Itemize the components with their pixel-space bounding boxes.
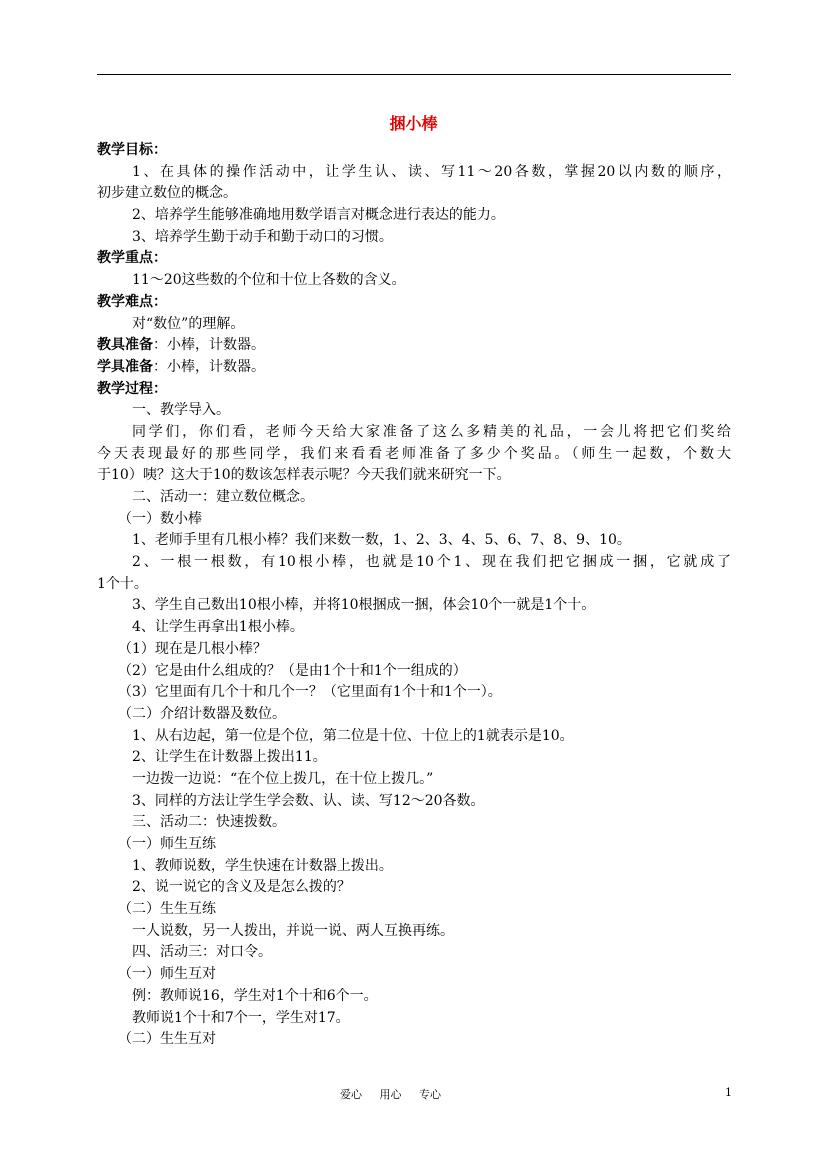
footer-motto <box>340 1086 470 1102</box>
body-paragraph-line: 1、老师手里有几根小棒？我们来数一数，1、2、3、4、5、6、7、8、9、10。 <box>132 532 631 549</box>
body-paragraph-line: （二）介绍计数器及数位。 <box>118 705 286 722</box>
section-heading: 教学目标： <box>97 142 167 158</box>
body-paragraph-line: 1个十。 <box>97 575 148 592</box>
body-paragraph-line: 同学们，你们看，老师今天给大家准备了这么多精美的礼品，一会儿将把它们奖给 <box>132 423 731 440</box>
body-paragraph-line: 今天表现最好的那些同学，我们来看看老师准备了多少个奖品。（师生一起数，个数大 <box>97 445 731 462</box>
footer-motto-item: 用心 <box>379 1088 402 1101</box>
body-paragraph-line: 例：教师说16，学生对1个十和6个一。 <box>132 987 378 1004</box>
body-paragraph-line: 3、同样的方法让学生学会数、认、读、写12～20各数。 <box>132 792 485 809</box>
section-heading: 教学重点： <box>97 250 167 267</box>
body-paragraph-line: 2、说一说它的含义及是怎么拨的？ <box>132 879 351 896</box>
body-paragraph-line: （3）它里面有几个十和几个一？（它里面有1个十和1个一）。 <box>118 684 502 701</box>
header-rule <box>97 74 731 75</box>
section-heading: 学具准备 <box>97 358 153 375</box>
section-heading: 教学过程： <box>97 380 167 397</box>
body-paragraph-line: 1、在具体的操作活动中，让学生认、读、写11～20各数，掌握20以内数的顺序， <box>132 163 731 180</box>
body-paragraph-line: 11～20这些数的个位和十位上各数的含义。 <box>132 272 406 289</box>
body-paragraph-line: （2）它是由什么组成的？（是由1个十和1个一组成的） <box>118 662 467 679</box>
body-paragraph-line: （1）现在是几根小棒？ <box>118 640 267 657</box>
body-paragraph-line: 1、从右边起，第一位是个位，第二位是十位、十位上的1就表示是10。 <box>132 727 574 744</box>
footer-motto-item: 专心 <box>419 1088 441 1101</box>
preparation-text: ：小棒，计数器。 <box>153 337 265 354</box>
body-paragraph-line: 2、培养学生能够准确地用数学语言对概念进行表达的能力。 <box>132 207 505 224</box>
body-paragraph-line: 2、一根一根数，有10根小棒，也就是10个1、现在我们把它捆成一捆，它就成了 <box>132 554 731 571</box>
body-paragraph-line: 3、学生自己数出10根小棒，并将10根捆成一捆，体会10个一就是1个十。 <box>132 597 596 614</box>
footer-motto-item: 爱心 <box>340 1088 362 1101</box>
preparation-text: ：小棒，计数器。 <box>153 358 265 375</box>
body-paragraph-line: 二、活动一：建立数位概念。 <box>132 489 314 505</box>
preparation-line <box>97 357 731 379</box>
preparation-line <box>97 335 731 357</box>
body-paragraph-line: 一边拨一边说：“在个位上拨几，在十位上拨几。” <box>132 770 434 787</box>
body-paragraph-line: 教师说1个十和7个一，学生对17。 <box>132 1009 350 1026</box>
section-heading: 教具准备 <box>97 337 153 354</box>
body-paragraph-line: 2、让学生在计数器上拨出11。 <box>132 749 327 766</box>
body-paragraph-line: 三、活动二：快速拨数。 <box>132 814 286 831</box>
body-paragraph-line: （一）师生互练 <box>118 836 216 852</box>
body-paragraph-line: 一人说数，另一人拨出，并说一说、两人互换再练。 <box>132 922 454 939</box>
body-paragraph-line: 初步建立数位的概念。 <box>97 185 237 202</box>
section-heading: 教学难点： <box>97 293 167 310</box>
page-number: 1 <box>725 1086 732 1099</box>
document-body <box>97 140 731 1051</box>
body-paragraph-line: （二）生生互对 <box>118 1031 216 1048</box>
body-paragraph-line: 一、教学导入。 <box>132 402 230 419</box>
body-paragraph-line: （一）数小棒 <box>118 510 202 527</box>
body-paragraph-line: 3、培养学生勤于动手和勤于动口的习惯。 <box>132 228 393 245</box>
body-paragraph-line: 1、教师说数，学生快速在计数器上拨出。 <box>132 857 393 874</box>
body-paragraph-line: 于10）咦？这大于10的数该怎样表示呢？今天我们就来研究一下。 <box>97 467 511 484</box>
body-paragraph-line: 四、活动三：对口令。 <box>132 944 272 961</box>
body-paragraph-line: 对“数位”的理解。 <box>132 315 245 332</box>
document-title: 捆小棒 <box>389 114 438 133</box>
body-paragraph-line: （二）生生互练 <box>118 901 216 918</box>
body-paragraph-line: 4、让学生再拿出1根小棒。 <box>132 619 304 636</box>
body-paragraph-line: （一）师生互对 <box>118 966 216 983</box>
